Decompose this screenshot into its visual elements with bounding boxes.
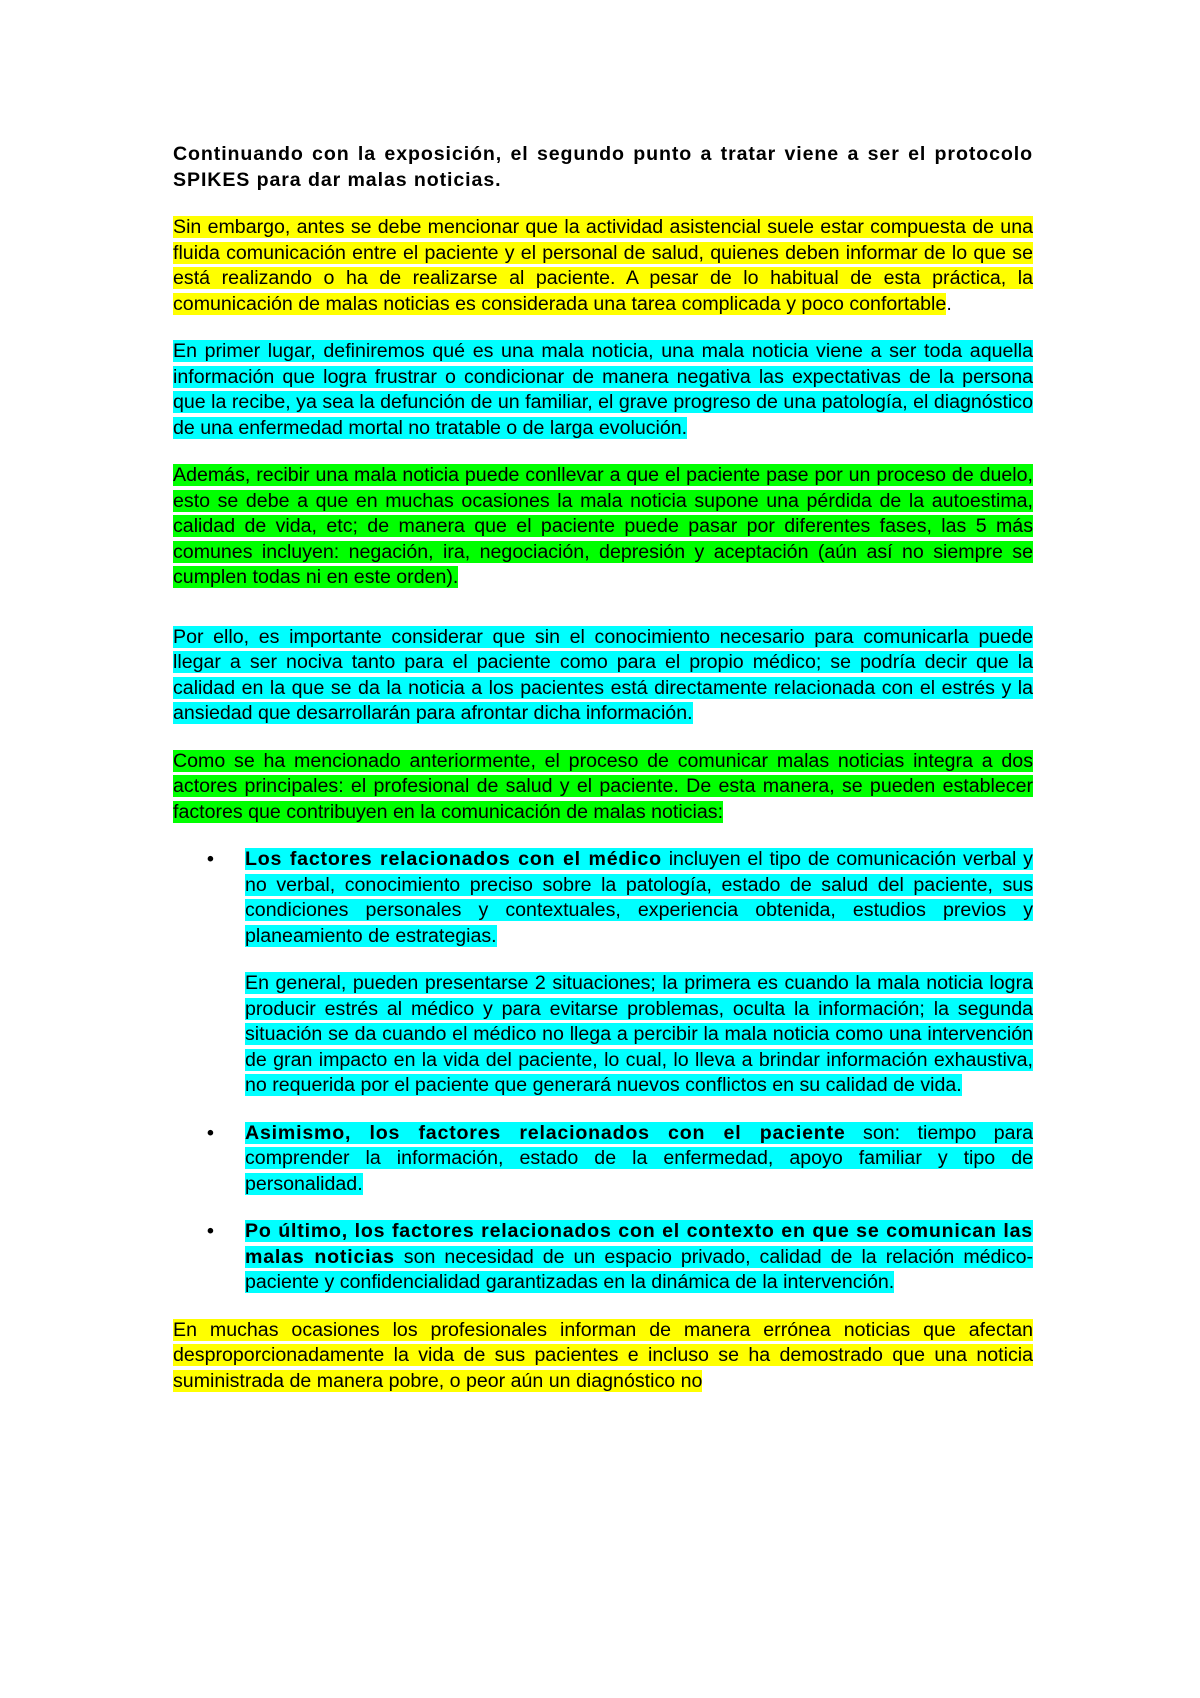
intro-paragraph: Continuando con la exposición, el segundo punto a tratar viene a ser el protocolo SPIKES para dar malas noticias. bbox=[173, 143, 1033, 191]
paragraph-actors bbox=[173, 749, 1033, 826]
highlighted-text: Sin embargo, antes se debe mencionar que la actividad asistencial suele estar compuesta de una fluida comunicación entre el paciente y el personal de salud, quienes deben informar de lo que se está realizando o ha de realizarse al paciente. A pesar de lo habitual de esta práctica, la comunicación de malas noticias es considerada una tarea complicada y poco confortable bbox=[173, 216, 1033, 315]
highlighted-text: Además, recibir una mala noticia puede conllevar a que el paciente pase por un proceso de duelo, esto se debe a que en muchas ocasiones la mala noticia supone una pérdida de la autoestima, calidad de vida, etc; de manera que el paciente puede pasar por diferentes fases, las 5 más comunes incluyen: negación, ira, negociación, depresión y aceptación (aún así no siempre se cumplen todas ni en este orden). bbox=[173, 464, 1033, 588]
list-item bbox=[207, 847, 1033, 1099]
factors-list bbox=[173, 847, 1033, 1296]
paragraph-context bbox=[173, 215, 1033, 317]
paragraph-grief bbox=[173, 463, 1033, 591]
factor-text bbox=[245, 1219, 1033, 1296]
paragraph-tail: . bbox=[946, 292, 952, 315]
bullet-icon: • bbox=[207, 1121, 214, 1144]
highlighted-text: Por ello, es importante considerar que sin el conocimiento necesario para comunicarla puede llegar a ser nociva tanto para el paciente como para el propio médico; se podría decir que la calidad en la que se da la noticia a los pacientes está directamente relacionada con el estrés y la ansiedad que desarrollarán para afrontar dicha información. bbox=[173, 625, 1033, 724]
list-item bbox=[207, 1121, 1033, 1198]
bullet-icon: • bbox=[207, 1220, 214, 1242]
highlighted-text: En muchas ocasiones los profesionales informan de manera errónea noticias que afectan desproporcionadamente la vida de sus pacientes e incluso se ha demostrado que una noticia suministrada de manera pobre, o peor aún un diagnóstico no bbox=[173, 1318, 1033, 1392]
factor-heading: Po último, los factores relacionados con el contexto en que se comunican las malas noticias bbox=[245, 1220, 1033, 1268]
factor-description: incluyen el tipo de comunicación verbal y no verbal, conocimiento preciso sobre la patología, estado de salud del paciente, sus condiciones personales y contextuales, experiencia obtenida, estudios previos y planeamiento de estrategias. bbox=[245, 848, 1033, 947]
list-item bbox=[207, 1219, 1034, 1296]
factor-description: son necesidad de un espacio privado, calidad de la relación médico-paciente y confidencialidad garantizadas en la dinámica de la intervención. bbox=[245, 1245, 1034, 1293]
highlighted-text: En general, pueden presentarse 2 situaciones; la primera es cuando la mala noticia logra producir estrés al médico y para evitarse problemas, oculta la información; la segunda situación se da cuando el médico no llega a percibir la mala noticia como una intervención de gran impacto en la vida del paciente, lo cual, lo lleva a brindar información exhaustiva, no requerida por el paciente que generará nuevos conflictos en su calidad de vida. bbox=[245, 972, 1033, 1096]
paragraph-importance bbox=[173, 625, 1033, 727]
highlighted-text: Como se ha mencionado anteriormente, el proceso de comunicar malas noticias integra a dos actores principales: el profesional de salud y el paciente. De esta manera, se pueden establecer factores que contribuyen en la comunicación de malas noticias: bbox=[173, 749, 1033, 823]
factor-text bbox=[245, 1121, 1033, 1198]
bullet-icon: • bbox=[207, 848, 214, 870]
factor-text bbox=[245, 847, 1033, 949]
factor-heading: Asimismo, los factores relacionados con el paciente bbox=[245, 1121, 846, 1144]
factor-subparagraph bbox=[245, 971, 1033, 1099]
closing-paragraph bbox=[173, 1318, 1033, 1395]
highlighted-text: En primer lugar, definiremos qué es una mala noticia, una mala noticia viene a ser toda aquella información que logra frustrar o condicionar de manera negativa las expectativas de la persona que la recibe, ya sea la defunción de un familiar, el grave progreso de una patología, el diagnóstico de una enfermedad mortal no tratable o de larga evolución. bbox=[173, 340, 1033, 439]
document-body bbox=[173, 142, 1033, 1416]
factor-description: son: tiempo para comprender la información, estado de la enfermedad, apoyo familiar y tipo de personalidad. bbox=[245, 1121, 1033, 1195]
factor-heading: Los factores relacionados con el médico bbox=[245, 848, 662, 870]
paragraph-definition bbox=[173, 339, 1033, 441]
